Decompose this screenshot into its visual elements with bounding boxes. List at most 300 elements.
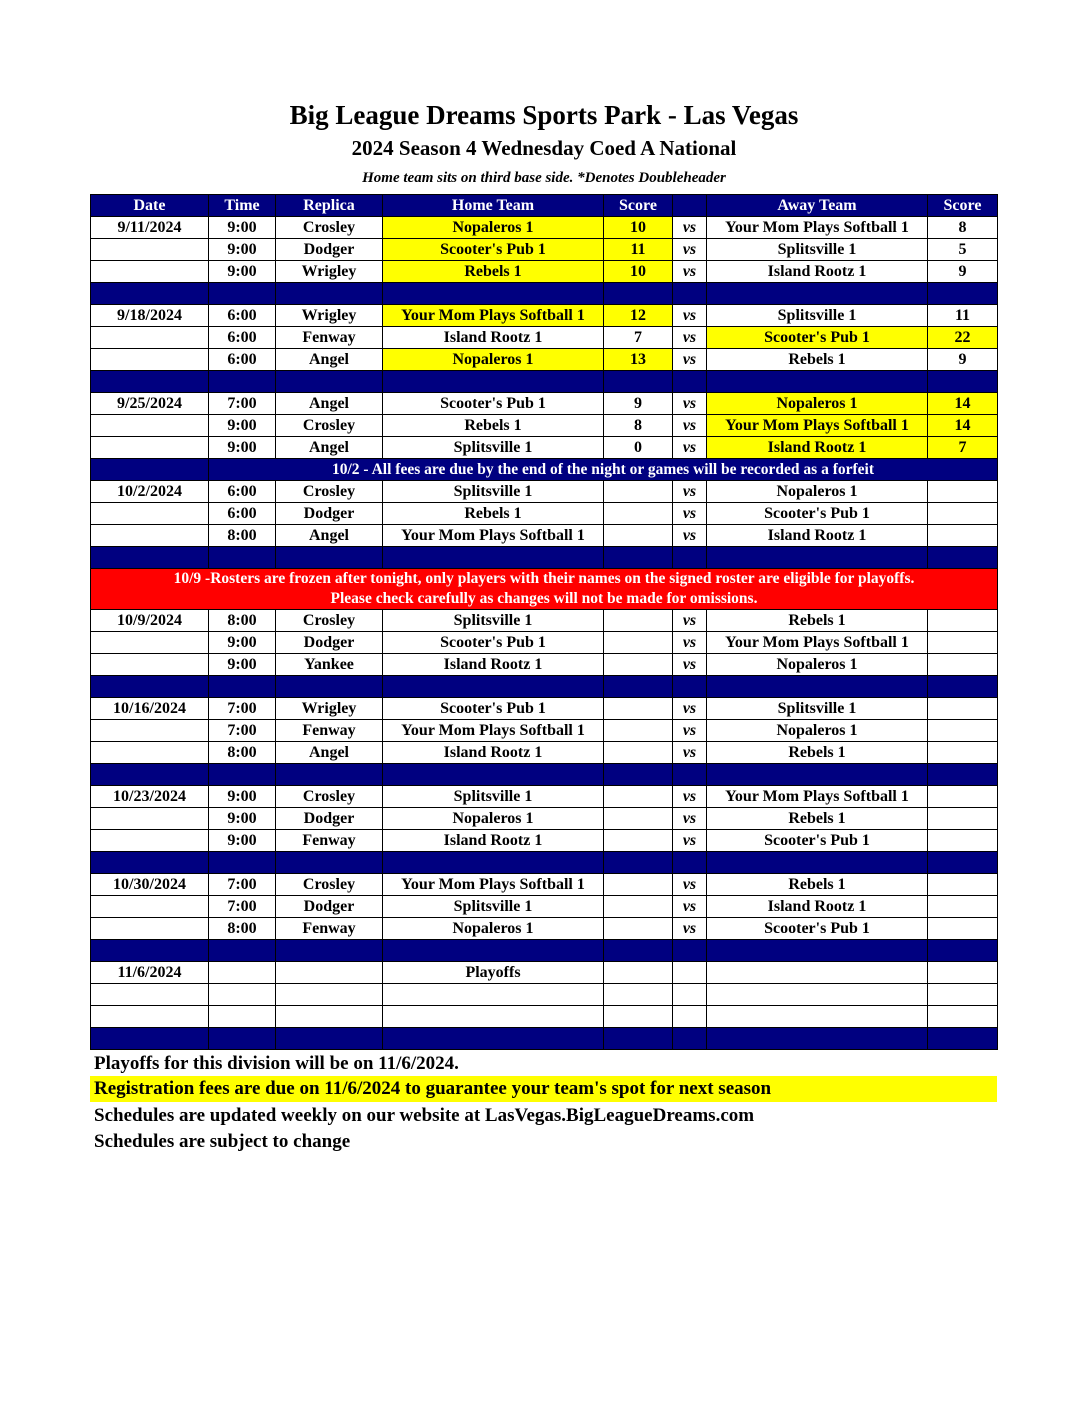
vs-label: vs [673,481,707,503]
game-time: 9:00 [209,654,276,676]
game-field: Dodger [276,896,383,918]
separator-cell [707,676,928,698]
game-row [91,217,998,239]
game-date [91,918,209,940]
game-time: 9:00 [209,830,276,852]
away-team: Scooter's Pub 1 [707,830,928,852]
separator-cell [604,547,673,569]
separator-cell [673,283,707,305]
home-score [604,808,673,830]
separator-cell [604,940,673,962]
away-team: Rebels 1 [707,349,928,371]
away-team: Your Mom Plays Softball 1 [707,415,928,437]
header-away-team: Away Team [707,195,928,217]
game-row [91,786,998,808]
game-time: 9:00 [209,261,276,283]
footer-playoffs-note: Playoffs for this division will be on 11/6/2024. [94,1053,459,1074]
game-row [91,261,998,283]
separator-cell [91,676,209,698]
separator-row [91,852,998,874]
roster-alert-line2: Please check carefully as changes will not be made for omissions. [330,590,758,607]
home-team: Splitsville 1 [383,610,604,632]
away-team: Splitsville 1 [707,698,928,720]
away-team: Scooter's Pub 1 [707,327,928,349]
separator-cell [276,852,383,874]
separator-cell [91,764,209,786]
away-score: 22 [928,327,998,349]
separator-row [91,547,998,569]
home-team: Scooter's Pub 1 [383,239,604,261]
vs-label: vs [673,349,707,371]
away-team: Island Rootz 1 [707,437,928,459]
separator-cell [209,676,276,698]
away-team: Your Mom Plays Softball 1 [707,632,928,654]
separator-cell [604,676,673,698]
game-field: Angel [276,525,383,547]
game-date [91,720,209,742]
away-score [928,874,998,896]
separator-row [91,676,998,698]
game-row [91,896,998,918]
away-score [928,896,998,918]
away-score [928,808,998,830]
separator-cell [276,1028,383,1050]
roster-alert-line1: 10/9 -Rosters are frozen after tonight, only players with their names on the signed roster are eligible for playoffs. [173,570,915,587]
away-score [928,742,998,764]
home-team: Rebels 1 [383,415,604,437]
home-score [604,896,673,918]
away-score [928,698,998,720]
away-team: Splitsville 1 [707,239,928,261]
empty-cell [91,984,209,1006]
vs-label: vs [673,305,707,327]
separator-row [91,1028,998,1050]
separator-cell [673,676,707,698]
empty-cell [209,1006,276,1028]
vs-label: vs [673,808,707,830]
game-time: 7:00 [209,720,276,742]
away-team: Rebels 1 [707,610,928,632]
separator-cell [928,547,998,569]
away-score: 8 [928,217,998,239]
game-time: 9:00 [209,415,276,437]
separator-cell [276,547,383,569]
game-date [91,437,209,459]
game-time: 9:00 [209,632,276,654]
away-score [928,654,998,676]
game-row [91,349,998,371]
vs-label: vs [673,874,707,896]
game-date [91,742,209,764]
game-time: 8:00 [209,918,276,940]
empty-cell [604,984,673,1006]
game-time: 7:00 [209,698,276,720]
game-row [91,437,998,459]
away-team: Rebels 1 [707,808,928,830]
separator-cell [604,764,673,786]
game-row [91,830,998,852]
vs-label: vs [673,632,707,654]
game-row [91,808,998,830]
away-score: 7 [928,437,998,459]
separator-cell [604,852,673,874]
header-row [91,195,998,217]
blank-row [91,1006,998,1028]
vs-label: vs [673,415,707,437]
game-time: 6:00 [209,481,276,503]
home-score [604,481,673,503]
away-team: Rebels 1 [707,874,928,896]
away-score [928,830,998,852]
home-team: Island Rootz 1 [383,742,604,764]
empty-cell [928,1006,998,1028]
separator-cell [928,371,998,393]
home-score [604,632,673,654]
vs-label: vs [673,239,707,261]
away-score: 9 [928,261,998,283]
home-team: Your Mom Plays Softball 1 [383,525,604,547]
game-field: Fenway [276,720,383,742]
game-date: 10/30/2024 [91,874,209,896]
empty-cell [209,984,276,1006]
game-field: Angel [276,349,383,371]
away-score: 5 [928,239,998,261]
vs-label: vs [673,720,707,742]
game-field: Crosley [276,874,383,896]
home-score: 7 [604,327,673,349]
home-score: 12 [604,305,673,327]
empty-cell [383,984,604,1006]
vs-label: vs [673,327,707,349]
vs-label: vs [673,698,707,720]
header-home-team: Home Team [383,195,604,217]
game-row [91,654,998,676]
playoff-row [91,962,998,984]
separator-cell [673,764,707,786]
game-date: 9/11/2024 [91,217,209,239]
footer-website-note: Schedules are updated weekly on our website at LasVegas.BigLeagueDreams.com [94,1105,755,1126]
home-team: Nopaleros 1 [383,217,604,239]
game-field: Wrigley [276,261,383,283]
game-time: 6:00 [209,349,276,371]
separator-cell [276,283,383,305]
header-time: Time [209,195,276,217]
home-team: Nopaleros 1 [383,349,604,371]
game-row [91,525,998,547]
home-team: Island Rootz 1 [383,830,604,852]
away-score: 14 [928,393,998,415]
separator-cell [276,371,383,393]
game-field: Yankee [276,654,383,676]
game-field: Crosley [276,415,383,437]
fees-notice: 10/2 - All fees are due by the end of the night or games will be recorded as a forfeit [209,459,998,481]
separator-cell [209,940,276,962]
empty-cell [276,984,383,1006]
away-score [928,786,998,808]
empty-cell [276,962,383,984]
separator-cell [383,547,604,569]
empty-cell [673,984,707,1006]
away-team: Your Mom Plays Softball 1 [707,217,928,239]
header-replica: Replica [276,195,383,217]
playoff-date: 11/6/2024 [91,962,209,984]
game-time: 6:00 [209,305,276,327]
away-team: Nopaleros 1 [707,720,928,742]
separator-row [91,764,998,786]
page-title: Big League Dreams Sports Park - Las Vegas [289,100,799,130]
notice-row [91,459,998,481]
away-score: 9 [928,349,998,371]
separator-cell [209,764,276,786]
game-time: 9:00 [209,239,276,261]
game-date [91,830,209,852]
separator-cell [383,1028,604,1050]
page-subtitle: 2024 Season 4 Wednesday Coed A National [351,136,737,160]
blank-row [91,984,998,1006]
home-team: Scooter's Pub 1 [383,632,604,654]
game-row [91,632,998,654]
separator-cell [673,1028,707,1050]
game-date [91,261,209,283]
away-team: Scooter's Pub 1 [707,503,928,525]
home-team: Your Mom Plays Softball 1 [383,305,604,327]
separator-cell [707,283,928,305]
header-home-score: Score [604,195,673,217]
game-row [91,874,998,896]
game-row [91,610,998,632]
vs-label: vs [673,525,707,547]
game-field: Dodger [276,808,383,830]
game-date [91,239,209,261]
separator-cell [383,852,604,874]
game-field: Crosley [276,786,383,808]
vs-label: vs [673,786,707,808]
vs-label: vs [673,742,707,764]
separator-cell [928,940,998,962]
game-row [91,393,998,415]
separator-cell [91,940,209,962]
away-score [928,610,998,632]
game-time: 9:00 [209,437,276,459]
game-row [91,327,998,349]
home-team: Rebels 1 [383,261,604,283]
game-date: 10/16/2024 [91,698,209,720]
empty-cell [209,962,276,984]
game-row [91,918,998,940]
home-team: Your Mom Plays Softball 1 [383,874,604,896]
home-team: Splitsville 1 [383,786,604,808]
separator-cell [91,371,209,393]
home-score: 9 [604,393,673,415]
game-field: Fenway [276,918,383,940]
empty-cell [604,962,673,984]
home-team: Splitsville 1 [383,896,604,918]
separator-row [91,940,998,962]
game-time: 9:00 [209,786,276,808]
home-score [604,503,673,525]
home-score [604,525,673,547]
game-time: 9:00 [209,808,276,830]
home-score [604,830,673,852]
vs-label: vs [673,610,707,632]
game-row [91,720,998,742]
separator-cell [209,852,276,874]
game-date [91,525,209,547]
header-date: Date [91,195,209,217]
home-team: Island Rootz 1 [383,654,604,676]
away-score [928,525,998,547]
separator-cell [928,676,998,698]
away-team: Splitsville 1 [707,305,928,327]
away-score [928,503,998,525]
vs-label: vs [673,393,707,415]
separator-cell [604,283,673,305]
home-score [604,720,673,742]
home-score [604,786,673,808]
home-score [604,610,673,632]
separator-cell [209,1028,276,1050]
separator-cell [91,1028,209,1050]
home-score [604,698,673,720]
header-away-score: Score [928,195,998,217]
game-time: 8:00 [209,610,276,632]
away-score [928,720,998,742]
separator-cell [928,852,998,874]
game-field: Dodger [276,239,383,261]
away-team: Your Mom Plays Softball 1 [707,786,928,808]
separator-cell [209,283,276,305]
separator-cell [707,852,928,874]
schedule-table [90,194,998,1050]
game-date: 10/2/2024 [91,481,209,503]
separator-cell [673,852,707,874]
separator-cell [209,371,276,393]
separator-cell [276,676,383,698]
empty-cell [91,1006,209,1028]
game-field: Dodger [276,632,383,654]
game-row [91,698,998,720]
game-time: 8:00 [209,742,276,764]
empty-cell [276,1006,383,1028]
game-field: Angel [276,742,383,764]
playoff-label: Playoffs [383,962,604,984]
home-score [604,918,673,940]
empty-cell [673,1006,707,1028]
home-team: Scooter's Pub 1 [383,393,604,415]
separator-row [91,283,998,305]
schedule-note: Home team sits on third base side. *Denotes Doubleheader [362,170,726,186]
game-date [91,808,209,830]
game-date [91,415,209,437]
separator-cell [383,283,604,305]
home-score: 0 [604,437,673,459]
home-score [604,742,673,764]
empty-cell [673,962,707,984]
vs-label: vs [673,918,707,940]
game-time: 9:00 [209,217,276,239]
schedule-body [91,195,998,1050]
game-date [91,632,209,654]
game-field: Crosley [276,217,383,239]
separator-cell [91,852,209,874]
game-row [91,503,998,525]
away-score: 11 [928,305,998,327]
away-team: Nopaleros 1 [707,654,928,676]
separator-cell [383,676,604,698]
alert-row [91,569,998,610]
header-vs [673,195,707,217]
separator-cell [604,1028,673,1050]
separator-cell [673,371,707,393]
game-date [91,503,209,525]
separator-cell [928,764,998,786]
separator-cell [707,371,928,393]
home-score: 10 [604,217,673,239]
away-team: Island Rootz 1 [707,525,928,547]
game-time: 6:00 [209,503,276,525]
empty-cell [928,962,998,984]
separator-cell [673,940,707,962]
separator-cell [928,283,998,305]
vs-label: vs [673,437,707,459]
game-date [91,654,209,676]
game-time: 6:00 [209,327,276,349]
separator-cell [707,764,928,786]
game-time: 7:00 [209,896,276,918]
away-team: Island Rootz 1 [707,261,928,283]
empty-cell [707,962,928,984]
game-time: 7:00 [209,874,276,896]
separator-cell [707,547,928,569]
home-team: Scooter's Pub 1 [383,698,604,720]
home-score: 13 [604,349,673,371]
home-team: Island Rootz 1 [383,327,604,349]
notice-spacer [91,459,209,481]
away-team: Nopaleros 1 [707,393,928,415]
away-team: Rebels 1 [707,742,928,764]
vs-label: vs [673,217,707,239]
away-score: 14 [928,415,998,437]
roster-alert [91,569,998,610]
game-row [91,742,998,764]
game-date: 10/23/2024 [91,786,209,808]
empty-cell [383,1006,604,1028]
separator-cell [91,283,209,305]
home-score: 8 [604,415,673,437]
vs-label: vs [673,503,707,525]
game-field: Crosley [276,610,383,632]
separator-cell [928,1028,998,1050]
vs-label: vs [673,261,707,283]
separator-cell [383,940,604,962]
game-field: Dodger [276,503,383,525]
game-row [91,239,998,261]
separator-cell [673,547,707,569]
footer-change-note: Schedules are subject to change [94,1131,351,1152]
game-row [91,481,998,503]
away-score [928,481,998,503]
home-team: Splitsville 1 [383,437,604,459]
game-field: Wrigley [276,698,383,720]
game-date [91,327,209,349]
away-team: Nopaleros 1 [707,481,928,503]
separator-cell [91,547,209,569]
game-row [91,305,998,327]
footer-registration-note: Registration fees are due on 11/6/2024 to guarantee your team's spot for next season [90,1076,997,1102]
vs-label: vs [673,896,707,918]
empty-cell [707,984,928,1006]
game-field: Fenway [276,327,383,349]
